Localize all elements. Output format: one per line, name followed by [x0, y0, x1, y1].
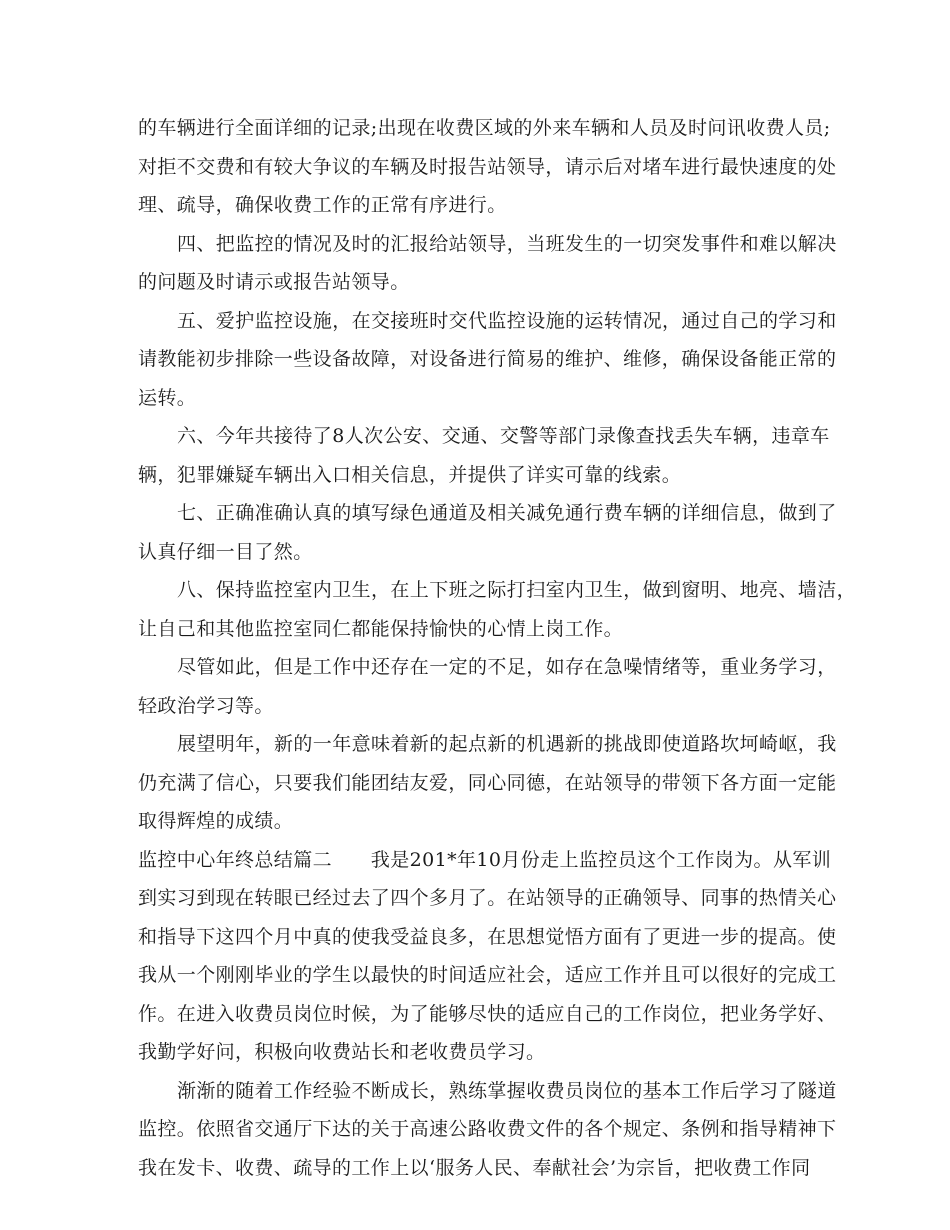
- text-line: 轻政治学习等。: [138, 695, 274, 717]
- text-line: 请教能初步排除一些设备故障，对设备进行简易的维护、维修，确保设备能正常的: [138, 348, 837, 370]
- text-line: 运转。: [138, 387, 197, 409]
- text-line: 的车辆进行全面详细的记录;出现在收费区域的外来车辆和人员及时问讯收费人员;: [138, 117, 831, 139]
- text-line: 渐渐的随着工作经验不断成长，熟练掌握收费员岗位的基本工作后学习了隧道: [177, 1080, 837, 1102]
- text-line: 取得辉煌的成绩。: [138, 810, 294, 832]
- text-line: 六、今年共接待了8人次公安、交通、交警等部门录像查找丢失车辆，违章车: [177, 425, 830, 447]
- text-line: 八、保持监控室内卫生，在上下班之际打扫室内卫生，做到窗明、地亮、墙洁，: [177, 579, 857, 601]
- text-line: 七、正确准确认真的填写绿色通道及相关减免通行费车辆的详细信息，做到了: [177, 502, 837, 524]
- text-line: 展望明年，新的一年意味着新的起点新的机遇新的挑战即使道路坎坷崎岖，我: [177, 733, 837, 755]
- text-line: 我在发卡、收费、疏导的工作上以‘服务人民、奉献社会’为宗旨，把收费工作同: [138, 1157, 811, 1179]
- text-line: 到实习到现在转眼已经过去了四个多月了。在站领导的正确领导、同事的热情关心: [138, 887, 837, 909]
- text-line: 的问题及时请示或报告站领导。: [138, 271, 410, 293]
- text-line: 认真仔细一目了然。: [138, 541, 313, 563]
- text-line: 监控。依照省交通厅下达的关于高速公路收费文件的各个规定、条例和指导精神下: [138, 1118, 837, 1140]
- text-line: 和指导下这四个月中真的使我受益良多，在思想觉悟方面有了更进一步的提高。使: [138, 926, 837, 948]
- text-line: 仍充满了信心，只要我们能团结友爱，同心同德，在站领导的带领下各方面一定能: [138, 772, 837, 794]
- text-line: 我从一个刚刚毕业的学生以最快的时间适应社会，适应工作并且可以很好的完成工: [138, 964, 837, 986]
- text-line: 让自己和其他监控室同仁都能保持愉快的心情上岗工作。: [138, 618, 624, 640]
- text-line: 辆，犯罪嫌疑车辆出入口相关信息，并提供了详实可靠的线索。: [138, 464, 682, 486]
- text-line: 理、疏导，确保收费工作的正常有序进行。: [138, 194, 507, 216]
- text-line: 作。在进入收费员岗位时候，为了能够尽快的适应自己的工作岗位，把业务学好、: [138, 1003, 837, 1025]
- text-line: 四、把监控的情况及时的汇报给站领导，当班发生的一切突发事件和难以解决: [177, 233, 837, 255]
- text-line: 我勤学好问，积极向收费站长和老收费员学习。: [138, 1041, 546, 1063]
- text-line: 对拒不交费和有较大争议的车辆及时报告站领导，请示后对堵车进行最快速度的处: [138, 156, 837, 178]
- section-heading-line: 监控中心年终总结篇二 我是201*年10月份走上监控员这个工作岗为。从军训: [138, 849, 832, 871]
- text-line: 五、爱护监控设施，在交接班时交代监控设施的运转情况，通过自己的学习和: [177, 310, 837, 332]
- text-line: 尽管如此，但是工作中还存在一定的不足，如存在急噪情绪等，重业务学习，: [177, 656, 837, 678]
